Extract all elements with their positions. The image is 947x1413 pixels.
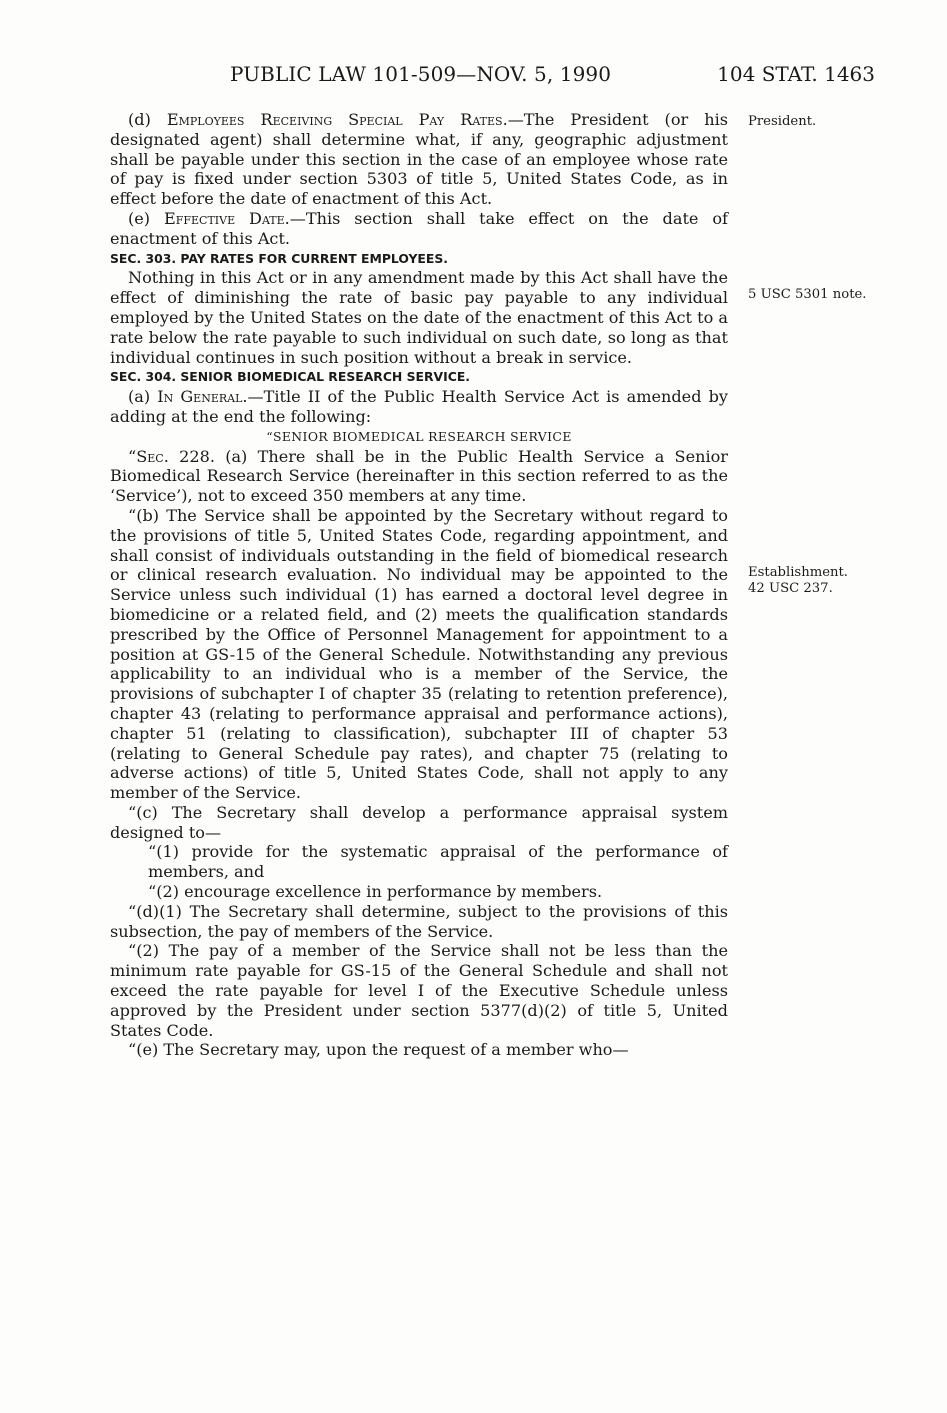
section-303-heading: SEC. 303. PAY RATES FOR CURRENT EMPLOYEES. [110,250,448,266]
margin-note-establishment: Establishment. [748,565,848,580]
page-header [0,62,947,92]
section-228-c: “(c) The Secretary shall develop a performance appraisal system designed to— [110,802,728,842]
paragraph-d-special-pay: (d) Employees Receiving Special Pay Rates.—The President (or his designated agent) shall determine what, if any, geographic adjustment shall be payable under this section in the case of an employee whose rate of pay is fixed under section 5303 of title 5, United States Code, as in effect before the date of enactment of this Act. [110,110,728,209]
statute-page-number: 104 STAT. 1463 [717,62,875,86]
section-228-d2: “(2) The pay of a member of the Service shall not be less than the minimum rate payable for GS-15 of the General Schedule and shall not exceed the rate payable for level I of the Executive Schedule unless approved by the President under section 5377(d)(2) of title 5, United States Code. [110,941,728,1040]
section-228-b: “(b) The Service shall be appointed by the Secretary without regard to the provisions of title 5, United States Code, regarding appointment, and shall consist of individuals outstanding in the field of biomedical research or clinical research evaluation. No individual may be appointed to the Service unless such individual (1) has earned a doctoral level degree in biomedicine or a related field, and (2) meets the qualification standards prescribed by the Office of Personnel Management for appointment to a position at GS-15 of the General Schedule. Notwithstanding any previous applicability to an individual who is a member of the Service, the provisions of subchapter I of chapter 35 (relating to retention preference), chapter 43 (relating to performance appraisal and performance actions), chapter 51 (relating to classification), subchapter III of chapter 53 (relating to General Schedule pay rates), and chapter 75 (relating to adverse actions) of title 5, United States Code, shall not apply to any member of the Service. [110,505,728,803]
heading-in-general: In General [157,387,243,407]
section-228-d1: “(d)(1) The Secretary shall determine, subject to the provisions of this subsection, the pay of members of the Service. [110,901,728,941]
margin-note-president: President. [748,114,817,129]
list-item-c1: “(1) provide for the systematic appraisal of the performance of members, and [148,842,728,882]
section-228-c-list [110,842,728,901]
section-228-e: “(e) The Secretary may, upon the request of a member who— [128,1040,629,1060]
senior-biomedical-heading: “SENIOR BIOMEDICAL RESEARCH SERVICE [266,428,572,444]
heading-special-pay-rates: Employees Receiving Special Pay Rates [166,110,503,129]
section-303-text: Nothing in this Act or in any amendment made by this Act shall have the effect of diminishing the rate of basic pay payable to any individual employed by the United States on the date of the enactment of this Act to a rate below the rate payable to such individual on such date, so long as that individual continues in such position without a break in service. [110,268,728,367]
running-title: PUBLIC LAW 101-509—NOV. 5, 1990 [230,62,612,86]
page-body [110,110,728,1060]
margin-note-usc-237: 42 USC 237. [748,581,833,596]
list-item-c2: “(2) encourage excellence in performance by members. [148,882,603,902]
section-304-heading: SEC. 304. SENIOR BIOMEDICAL RESEARCH SERVICE. [110,369,471,385]
section-304-a: (a) In General.—Title II of the Public Health Service Act is amended by adding at the end the following: [110,387,728,426]
margin-note-usc-5301: 5 USC 5301 note. [748,287,867,302]
heading-effective-date: Effective Date [164,208,285,228]
paragraph-e-effective-date: (e) Effective Date.—This section shall take effect on the date of enactment of this Act. [110,208,729,248]
section-228-a: “Sec. 228. (a) There shall be in the Public Health Service a Senior Biomedical Research Service (hereinafter in this section referred to as the ‘Service’), not to exceed 350 members at any time. [110,446,728,506]
